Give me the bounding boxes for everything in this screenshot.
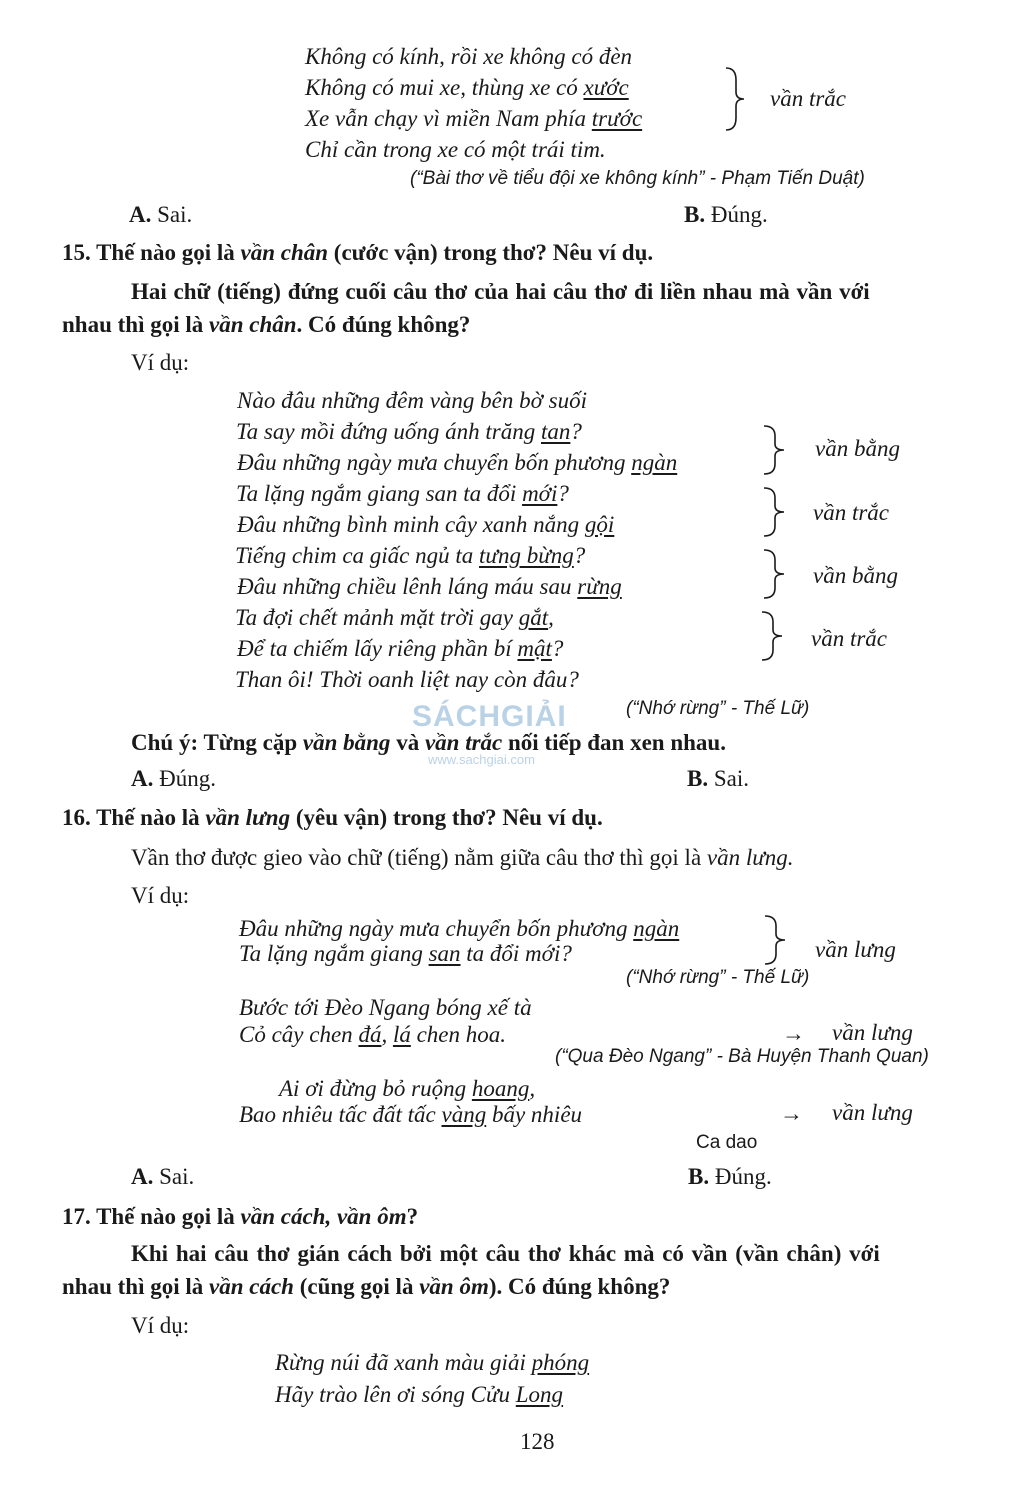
q16-statement: Vần thơ được gieo vào chữ (tiếng) nằm giữa câu thơ thì gọi là vần lưng. xyxy=(131,845,794,870)
q15-answer-b[interactable]: B. Sai. xyxy=(687,766,749,791)
q15-poem-line-2: Ta say mồi đứng uống ánh trăng tan? xyxy=(236,419,582,444)
q16-ex3-label: vần lưng xyxy=(832,1100,913,1125)
q16-ex2-line-2: Cỏ cây chen đá, lá chen hoa. xyxy=(239,1022,506,1047)
right-brace-icon xyxy=(760,610,784,662)
q16-ex1-citation: (“Nhớ rừng” - Thế Lữ) xyxy=(626,967,810,988)
q15-rhyme-label-4: vần trắc xyxy=(811,626,888,651)
arrow-right-icon: → xyxy=(780,1101,803,1126)
q16-ex2-line-1: Bước tới Đèo Ngang bóng xế tà xyxy=(239,995,532,1020)
q16-ex1-line-1: Đâu những ngày mưa chuyển bốn phương ngàn xyxy=(239,916,680,941)
q16-ex1-line-2: Ta lặng ngắm giang san ta đổi mới? xyxy=(239,941,572,966)
top-poem-rhyme-label: vần trắc xyxy=(770,86,847,111)
top-poem-line-4: Chỉ cần trong xe có một trái tim. xyxy=(305,137,606,162)
q15-note: Chú ý: Từng cặp vần bằng và vần trắc nối tiếp đan xen nhau. xyxy=(131,730,726,755)
q17-example-label: Ví dụ: xyxy=(131,1313,190,1338)
right-brace-icon xyxy=(724,66,746,132)
q15-poem-line-4: Ta lặng ngắm giang san ta đổi mới? xyxy=(236,481,569,506)
right-brace-icon xyxy=(762,548,786,600)
q16-example-label: Ví dụ: xyxy=(131,883,190,908)
q15-poem-line-9: Để ta chiếm lấy riêng phần bí mật? xyxy=(237,636,564,661)
q16-ex3-line-2: Bao nhiêu tấc đất tấc vàng bấy nhiêu xyxy=(239,1102,583,1127)
q15-statement-line-1: Hai chữ (tiếng) đứng cuối câu thơ của hai câu thơ đi liền nhau mà vần với xyxy=(131,279,870,304)
top-poem-line-1: Không có kính, rồi xe không có đèn xyxy=(305,44,633,69)
q15-rhyme-label-1: vần bằng xyxy=(815,436,900,461)
top-poem-citation: (“Bài thơ về tiểu đội xe không kính” - Phạm Tiến Duật) xyxy=(410,168,865,189)
right-brace-icon xyxy=(762,424,786,476)
watermark-logo: SÁCHGIẢI www.sachgiai.com xyxy=(412,700,567,767)
q15-answer-a[interactable]: A. Đúng. xyxy=(131,766,216,791)
q15-poem-line-3: Đâu những ngày mưa chuyển bốn phương ngàn xyxy=(237,450,678,475)
q17-statement-line-2: nhau thì gọi là vần cách (cũng gọi là vần ôm). Có đúng không? xyxy=(62,1274,671,1299)
q17-heading: 17. Thế nào gọi là vần cách, vần ôm? xyxy=(62,1204,419,1229)
top-poem-line-2: Không có mui xe, thùng xe có xước xyxy=(305,75,629,100)
q17-poem-line-2: Hãy trào lên ơi sóng Cửu Long xyxy=(275,1382,564,1407)
q15-example-label: Ví dụ: xyxy=(131,350,190,375)
q16-ex3-line-1: Ai ơi đừng bỏ ruộng hoang, xyxy=(279,1076,536,1101)
page-number: 128 xyxy=(520,1429,555,1454)
right-brace-icon xyxy=(762,486,786,538)
q16-ex1-label: vần lưng xyxy=(815,937,896,962)
q15-poem-line-7: Đâu những chiều lênh láng máu sau rừng xyxy=(237,574,622,599)
q15-citation: (“Nhớ rừng” - Thế Lữ) xyxy=(626,698,810,719)
q14-answer-a[interactable]: A. Sai. xyxy=(129,202,193,227)
q16-ex2-label: vần lưng xyxy=(832,1020,913,1045)
q16-ex3-citation: Ca dao xyxy=(696,1132,758,1153)
q16-answer-a[interactable]: A. Sai. xyxy=(131,1164,195,1189)
q17-statement-line-1: Khi hai câu thơ gián cách bởi một câu thơ khác mà có vần (vần chân) với xyxy=(131,1241,880,1266)
right-brace-icon xyxy=(763,914,787,966)
q15-poem-line-6: Tiếng chim ca giấc ngủ ta tưng bừng? xyxy=(235,543,586,568)
q16-heading: 16. Thế nào là vần lưng (yêu vận) trong thơ? Nêu ví dụ. xyxy=(62,805,603,830)
top-poem-line-3: Xe vẫn chạy vì miền Nam phía trước xyxy=(305,106,643,131)
q15-poem-line-5: Đâu những bình minh cây xanh nắng gội xyxy=(237,512,615,537)
q15-poem-line-1: Nào đâu những đêm vàng bên bờ suối xyxy=(237,388,587,413)
q15-rhyme-label-3: vần bằng xyxy=(813,563,898,588)
q15-poem-line-8: Ta đợi chết mảnh mặt trời gay gắt, xyxy=(235,605,554,630)
q15-poem-line-10: Than ôi! Thời oanh liệt nay còn đâu? xyxy=(235,667,579,692)
q15-heading: 15. Thế nào gọi là vần chân (cước vận) trong thơ? Nêu ví dụ. xyxy=(62,240,654,265)
q14-answer-b[interactable]: B. Đúng. xyxy=(684,202,768,227)
q15-rhyme-label-2: vần trắc xyxy=(813,500,890,525)
q15-statement-line-2: nhau thì gọi là vần chân. Có đúng không? xyxy=(62,312,471,337)
q16-ex2-citation: (“Qua Đèo Ngang” - Bà Huyện Thanh Quan) xyxy=(555,1046,929,1067)
arrow-right-icon: → xyxy=(782,1021,805,1046)
q16-answer-b[interactable]: B. Đúng. xyxy=(688,1164,772,1189)
q17-poem-line-1: Rừng núi đã xanh màu giải phóng xyxy=(275,1350,590,1375)
